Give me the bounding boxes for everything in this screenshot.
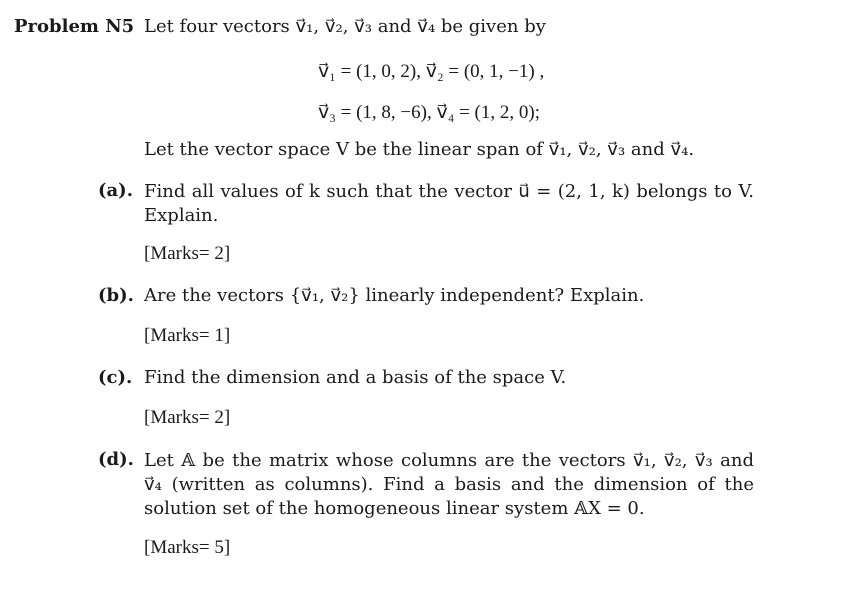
problem-heading: Problem N5 bbox=[14, 16, 135, 37]
problem-intro: Let four vectors v⃗₁, v⃗₂, v⃗₃ and v⃗₄ be given by bbox=[144, 16, 546, 37]
part-b-text: Are the vectors {v⃗₁, v⃗₂} linearly independent? Explain. bbox=[144, 285, 645, 306]
span-definition: Let the vector space V be the linear span of v⃗₁, v⃗₂, v⃗₃ and v⃗₄. bbox=[144, 139, 695, 160]
equation-line-2: v⃗₃ = (1, 8, −6), v⃗₄ = (1, 2, 0); bbox=[318, 102, 540, 123]
part-d-text: Let 𝔸 be the matrix whose columns are the vectors v⃗₁, v⃗₂, v⃗₃ and v⃗₄ (written as columns). Find a basis and the dimension of the solution set of the homogeneous linear system 𝔸X = 0. bbox=[144, 450, 754, 519]
part-c-label: (c). bbox=[98, 367, 133, 388]
part-c-marks: [Marks= 2] bbox=[144, 407, 231, 428]
equation-line-1: v⃗₁ = (1, 0, 2), v⃗₂ = (0, 1, −1) , bbox=[318, 61, 545, 82]
part-a-marks: [Marks= 2] bbox=[144, 243, 231, 264]
part-a-text: Find all values of k such that the vector u⃗ = (2, 1, k) belongs to V. Explain. bbox=[144, 181, 754, 226]
part-b-marks: [Marks= 1] bbox=[144, 325, 231, 346]
part-b-label: (b). bbox=[98, 285, 134, 306]
part-c-text: Find the dimension and a basis of the space V. bbox=[144, 367, 567, 388]
part-d-label: (d). bbox=[98, 449, 134, 470]
part-d-marks: [Marks= 5] bbox=[144, 537, 231, 558]
part-a-label: (a). bbox=[98, 180, 133, 201]
